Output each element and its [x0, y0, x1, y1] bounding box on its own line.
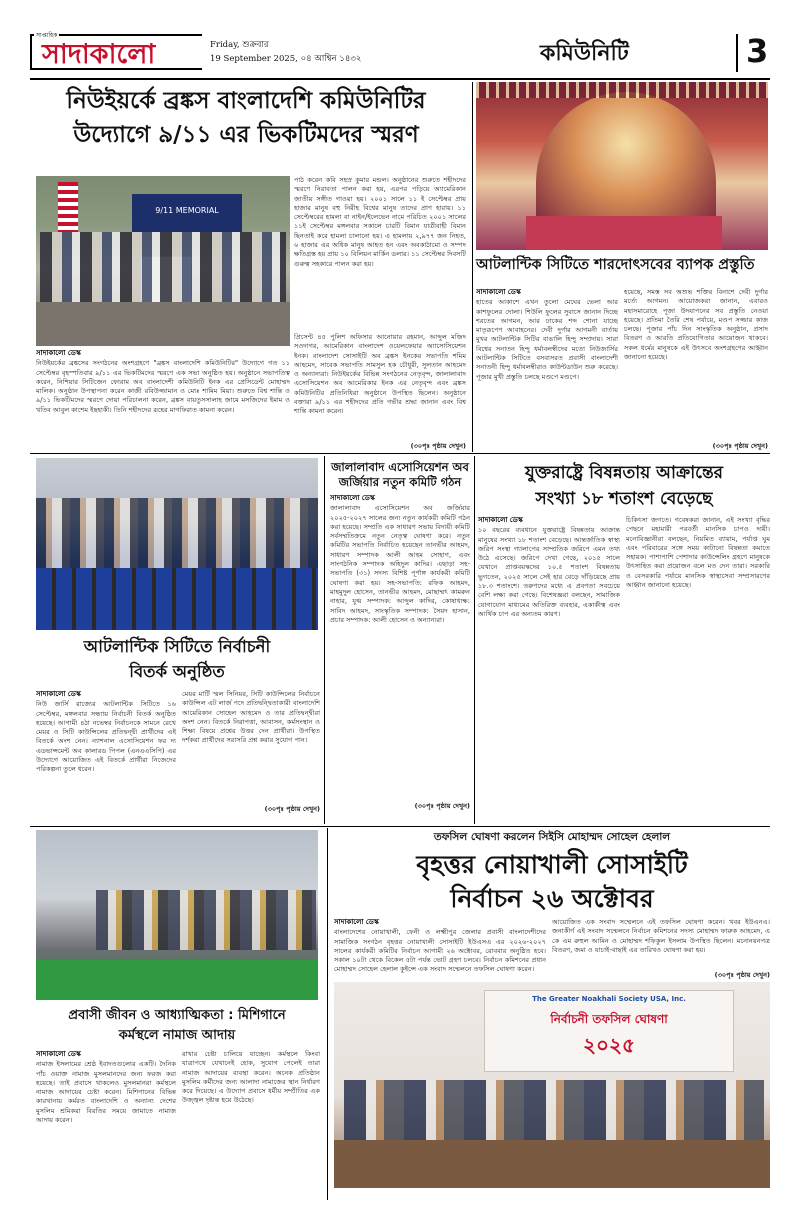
story5-continued[interactable]: (৩০পৃঃ পৃষ্ঠায় দেখুন) [264, 805, 320, 813]
story5-col2 [182, 690, 320, 802]
story5-headline-line2: বিতর্ক অনুষ্ঠিত [129, 662, 225, 681]
story2-body-b: হয়েছে, সমস্ত সব অশুভ শক্তির বিনাশে দেবী দুর্গার মর্ত্যে আগমন। আয়োজকরা জানান, এবারও মহাসমারোহে পূজা উদযাপনের সব প্রস্তুতি নেওয়া হয়েছে। প্রতিমা তৈরি শেষ পর্যায়ে, মণ্ডপ সজ্জার কাজ চলছে। পূজার পাঁচ দিন সাংস্কৃতিক অনুষ্ঠান, প্রসাদ বিতরণ ও আরতি প্রতিযোগিতার আয়োজন থাকবে। সকল ধর্মের মানুষকে এই উৎসবে অংশগ্রহণের আহ্বান জানানো হয়েছে। [624, 288, 768, 362]
photo-banner [132, 194, 242, 232]
story1-body-c: প্রিসেন্ট ৪৫ পুলিশ অফিসার আনোয়ার রহমান, আব্দুল মজিদ সওদাগর, আমেরিকান বাংলাদেশ ওয়েলফেয়ার অ্যাসোসিয়েশন ইনক। বাংলাদেশ সোসাইটি অব ব্রঙ্কস ইনকের সভাপতি শমিম আহমেদ, সাবেক সভাপতি সামসুল হক চৌধুরী, সুলতান আহমেদ ও অন্যান্যরা। নিউইয়র্কের বিভিন্ন সংগঠনের নেতৃবৃন্দ, জালালাবাদ এসোসিয়েশন অব আমেরিকার ইনক এর নেতৃবৃন্দ এবং ব্রঙ্কস কমিউনিটির প্রতিনিধিরা অনুষ্ঠানে উপস্থিত ছিলেন। অনুষ্ঠানে বক্তারা ৯/১১ এর শহীদদের প্রতি গভীর শ্রদ্ধা জানান এবং বিশ্ব শান্তি কামনা করেন। [294, 333, 466, 416]
masthead-rule [30, 78, 770, 80]
story6-headline [334, 848, 770, 916]
prayer-mat [36, 960, 318, 1000]
divider-top [30, 453, 770, 454]
chairs [36, 568, 318, 630]
vrule-3 [474, 456, 475, 824]
event-banner-line1: The Greater Noakhali Society USA, Inc. [532, 995, 686, 1003]
story7-photo[interactable] [36, 830, 318, 1000]
story5-headline [36, 634, 318, 684]
story1-headline-line2: উদ্যোগে ৯/১১ এর ভিকটিমদের স্মরণ [73, 122, 419, 148]
masthead-day: Friday, শুক্রবার [210, 40, 269, 50]
masthead-divider [736, 34, 738, 72]
story1-col1 [36, 349, 290, 451]
story2-continued[interactable]: (৩০পৃঃ পৃষ্ঠায় দেখুন) [712, 442, 768, 450]
people-group [40, 232, 286, 302]
story1-photo[interactable] [36, 176, 290, 346]
story6-kicker: তফসিল ঘোষণা করলেন সিইসি মোহাম্মদ সোহেল হেলাল [433, 831, 671, 843]
story3-photo[interactable] [36, 458, 318, 630]
story4-headline-line2: সংখ্যা ১৮ শতাংশ বেড়েছে [535, 489, 713, 509]
story6-body-a: বাংলাদেশের নোয়াখালী, ফেনী ও লক্ষ্মীপুর জেলার প্রবাসী বাংলাদেশীদের সামাজিক সংগঠন বৃহত্তর নোয়াখালী সোসাইটি ইউএসএ এর ২০২৬-২০২৭ সালের কার্যকরী কমিটির নির্বাচন আগামী ২৬ অক্টোবর, রোববার অনুষ্ঠিত হবে। সকাল ১০টা থেকে বিকেল ৫টা পর্যন্ত ভোট গ্রহণ চলবে। নির্বাচন কমিশনের প্রধান মোহাম্মদ সোহেল হেলাল কুইন্সে এক সংবাদ সম্মেলনে তফসিল ঘোষণা করেন। [334, 928, 546, 974]
story7-body-b: রাখার চেষ্টা চালিয়ে যাচ্ছেন। কর্মস্থলে কিংবা যাত্রাপথে যেখানেই হোক, সুযোগ পেলেই তারা নামাজ আদায়ের ব্যবস্থা করেন। অনেক প্রতিষ্ঠান মুসলিম কর্মীদের জন্য আলাদা নামাজের স্থান নির্ধারণ করে দিয়েছে। এ উদ্যোগ প্রবাসে ধর্মীয় সম্প্রীতির এক উজ্জ্বল দৃষ্টান্ত হয়ে উঠেছে। [182, 1050, 320, 1105]
story1-body-a: নিউইয়র্কের ব্রঙ্কসের সংগঠনের অংশগ্রহণে "ব্রঙ্কস বাংলাদেশি কমিউনিটির" উদ্যোগে গত ১১ সেপ্টেম্বর বৃহস্পতিবার ৯/১১ এর ভিকটিমদের স্মরণে এক সভা অনুষ্ঠিত হয়। অনুষ্ঠানে সভাপতিত্ব করেন, নিশিয়ার সিটিজেন ফোরাম অব বাংলাদেশী কমিউনিটি ইনক এর প্রেসিডেন্ট মোহাম্মদ মালিক। অনুষ্ঠান উপস্থাপনা করেন কাজী রবিউজ্জামান ও মোঃ শামিম মিয়া। শুরুতে বিশ্ব শান্তি ও ৯/১১ ভিকটিমদের স্মরণে দোয়া পরিচালনা করেন, ব্রঙ্কস বায়তুসসালাহ জামে মসজিদের ইমাম ও খতিব আবুল কাশেম ইছহাকী। তিনি শহীদদের রূহের মাগফিরাত কামনা করেন। [36, 359, 290, 414]
story7-headline [36, 1006, 318, 1046]
story1-byline: সাদাকালো ডেস্ক [36, 349, 81, 357]
story6-headline-line2: নির্বাচন ২৬ অক্টোবর [450, 884, 654, 913]
press-table [334, 1140, 770, 1188]
story7-headline-line2: কর্মস্থলে নামাজ আদায় [118, 1028, 236, 1043]
story1-headline [30, 84, 462, 152]
story4-headline [478, 460, 770, 512]
story3-headline-line1: জালালাবাদ এসোসিয়েশন অব [331, 460, 469, 474]
story2-body-a: হাতের আকাশে এখন তুলো মেঘের ভেলা আর কাশফুলের দোলা। শিউলি ফুলের সুবাসে জানান দিচ্ছে শরতের আগমন, আর ঢাকের শব্দ শোনা যাচ্ছে মাতৃরূপেণ আবাহনের। দেবী দুর্গার আগমনী বার্তায় মুখর আটলান্টিক সিটির বাঙালি হিন্দু সম্প্রদায়। সারা বিশ্বের সনাতন হিন্দু ধর্মাবলম্বীদের মতো নিউজার্সির আটলান্টিক সিটিতে বসবাসরত প্রবাসী বাংলাদেশী সনাতনী হিন্দু ধর্মাবলম্বীরাও কাউন্টডাউন শুরু করেছে। পূজার মুখী প্রস্তুতি চলছে মণ্ডপে মণ্ডপে। [476, 298, 618, 381]
story3-continued[interactable]: (৩০পৃঃ পৃষ্ঠায় দেখুন) [414, 802, 470, 810]
story1-col2 [294, 176, 466, 333]
masthead-small-tag: সাপ্তাহিক [36, 32, 58, 39]
story5-headline-line1: আটলান্টিক সিটিতে নির্বাচনী [83, 637, 271, 656]
vrule-2 [324, 456, 325, 824]
idol-arch [536, 92, 716, 222]
story6-col2 [552, 918, 770, 970]
story5-col1 [36, 690, 176, 822]
story4-col2 [626, 516, 770, 818]
altar-table [526, 216, 722, 250]
story2-col1 [476, 288, 618, 450]
story7-headline-line1: প্রবাসী জীবন ও আধ্যাত্মিকতা : মিশিগানে [68, 1008, 286, 1023]
story6-photo[interactable] [334, 982, 770, 1188]
story3-body: জালালাবাদ এসোসিয়েশন অব জর্জিয়ার ২০২৫-২০২৭ সালের জন্য নতুন কার্যকরী কমিটি গঠন করা হয়েছে। সম্প্রতি এক সাধারণ সভায় বিদায়ী কমিটি সর্বসম্মতিক্রমে নতুন নেতৃত্ব ঘোষণা করে। নতুন কমিটির সভাপতি নির্বাচিত হয়েছেন তানভীর আহমদ, সাধারণ সম্পাদক আলী আহম সোহাগ, এবং সাংগঠনিক সম্পাদক অহিদুল কাদির। এছাড়া সহ-সভাপতি (৩১) সদস্য বিশিষ্ট পূর্ণাঙ্গ কার্যকরী কমিটি ঘোষণা করা হয়। সহ-সভাপতি: রফিক আহমদ, মাহমুদুল হোসেন, তানভীর আহমদ, মোছাম্মৎ কামরুন নাহার, যুগ্ম সম্পাদক: আব্দুল কাদির, কোষাধ্যক্ষ: সাবিদ আহমদ, সাংস্কৃতিক সম্পাদক: সৈয়দ হাসান, প্রচার সম্পাদক: আলী হোসেন ও অন্যান্যরা। [330, 504, 470, 624]
divider-mid [30, 826, 770, 827]
story1-continued[interactable]: (৩০পৃঃ পৃষ্ঠায় দেখুন) [410, 442, 466, 450]
event-banner-line2: নির্বাচনী তফসিল ঘোষণা [550, 1012, 668, 1026]
story6-continued[interactable]: (৩০পৃঃ পৃষ্ঠায় দেখুন) [714, 971, 770, 979]
audience [36, 498, 318, 568]
lights [476, 82, 768, 98]
story6-col1 [334, 918, 546, 980]
story6-body-b: আয়োজিত এক সংবাদ সম্মেলনে এই তফসিল ঘোষণা করেন। খবর ইউএনএ। জনাকীর্ণ এই সংবাদ সম্মেলনে নির্বাচন কমিশনের সদস্য মোহাম্মদ ফারুক আহমেদ, এ কে এম রুহুল আমিন ও মোহাম্মদ শফিকুল ইসলাম উপস্থিত ছিলেন। মনোনয়নপত্র বিতরণ, জমা ও যাচাই-বাছাই এর তারিখও ঘোষণা করা হয়। [552, 918, 770, 954]
story3-byline: সাদাকালো ডেস্ক [330, 494, 375, 502]
story7-col2 [182, 1050, 320, 1200]
story7-byline: সাদাকালো ডেস্ক [36, 1050, 81, 1058]
story3-col [330, 494, 470, 798]
flag [58, 182, 78, 232]
story4-byline: সাদাকালো ডেস্ক [478, 516, 523, 524]
story5-body-b: মেয়র মার্টি স্মল সিনিয়র, সিটি কাউন্সিলের নির্বাচনে কাউন্সিল এট লার্জ পদে প্রতিদ্বন্দ্বিতাকারী বাংলাদেশি আমেরিকান সোহেল আহমেদ ও তার প্রতিদ্বন্দ্বীরা অংশ নেন। বিতর্কে নিরাপত্তা, আবাসন, কর্মসংস্থান ও শিক্ষা বিষয়ে প্রশ্নের উত্তর দেন প্রার্থীরা। উপস্থিত দর্শকরা প্রার্থীদের সরাসরি প্রশ্ন করার সুযোগ পান। [182, 690, 320, 745]
event-banner [484, 990, 734, 1072]
story1-col3 [294, 333, 466, 441]
panel-people [344, 1080, 764, 1140]
story2-col2 [624, 288, 768, 440]
story3-headline [330, 460, 470, 490]
event-banner-year: ২০২৫ [583, 1033, 635, 1057]
story5-body-a: নিউ জার্সি রাজ্যের আটলান্টিক সিটিতে ১৬ সেপ্টেম্বর, মঙ্গলবার সন্ধ্যায় নির্বাচনী বিতর্ক অনুষ্ঠিত হয়েছে। আগামী ৪ঠা নভেম্বর নির্বাচনকে সামনে রেখে মেয়র ও সিটি কাউন্সিলের প্রতিদ্বন্দ্বী প্রার্থীদের এই বিতর্কে অংশ নেন। ন্যাশনাল এসোসিয়েশন ফর দ্য এডভান্সমেন্ট অব কালারড পিপল (এনএএসিপি) এর উদ্যোগে আয়োজিত এই বিতর্কে প্রার্থীরা নিজেদের পরিকল্পনা তুলে ধরেন। [36, 700, 176, 774]
story6-byline: সাদাকালো ডেস্ক [334, 918, 379, 926]
story4-body-a: ১০ বছরের ব্যবধানে যুক্তরাষ্ট্রে বিষন্নতায় আক্রান্ত মানুষের সংখ্যা ১৮ শতাংশ বেড়েছে। আন্তর্জাতিক স্বাস্থ্য জরিপ সংস্থা গ্যালাপের সাম্প্রতিক জরিপে এমন তথ্য উঠে এসেছে। জরিপে দেখা গেছে, ২০১৫ সালে যেখানে প্রাপ্তবয়স্কদের ১০.৫ শতাংশ বিষন্নতায় ভুগতেন, ২০২৫ সালে সেই হার বেড়ে দাঁড়িয়েছে প্রায় ১৮.৩ শতাংশে। তরুণদের মধ্যে এ প্রবণতা সবচেয়ে বেশি লক্ষ্য করা গেছে। বিশেষজ্ঞরা বলছেন, সামাজিক যোগাযোগ মাধ্যমের অতিরিক্ত ব্যবহার, একাকীত্ব এবং আর্থিক চাপ এর অন্যতম কারণ। [478, 526, 620, 618]
story2-byline: সাদাকালো ডেস্ক [476, 288, 521, 296]
story4-body-b: চিকিৎসা জগতে। গবেষকরা জানান, এই সংখ্যা বৃদ্ধির পেছনে মহামারী পরবর্তী মানসিক চাপও দায়ী। মনোবিজ্ঞানীরা বলছেন, নিয়মিত ব্যায়াম, পর্যাপ্ত ঘুম এবং পরিবারের সঙ্গে সময় কাটানো বিষন্নতা কমাতে সহায়ক। পাশাপাশি পেশাদার কাউন্সেলিং গ্রহণে মানুষকে উৎসাহিত করা প্রয়োজন বলে মত দেন তারা। সরকারি ও বেসরকারি পর্যায়ে মানসিক স্বাস্থ্যসেবা সম্প্রসারণের আহ্বান জানানো হয়েছে। [626, 516, 770, 590]
story5-byline: সাদাকালো ডেস্ক [36, 690, 81, 698]
masthead-date: 19 September 2025, ০৪ আশ্বিন ১৪৩২ [210, 54, 362, 64]
masthead-logo[interactable]: সাদাকালো [42, 39, 156, 70]
story1-body-b: পাঠ করেন কবি সহস্র কুমার মন্ডল। অনুষ্ঠানের শুরুতে শহীদদের স্মরণে নিরাবতা পালন করা হয়, এরপর পড়িয়ে অ্যামেরিকান জাতীয় সঙ্গীত গাওয়া হয়। ২০০১ সালে ১১ ই সেপ্টেম্বর প্রায় হাজার মানুষ বহু নিরীহ বিশ্বের মানুষ তাদের প্রাণ হারায়। ১১ সেপ্টেম্বরের হামলা বা নাইন/ইলেভেন নামে পরিচিত ২০০১ সালের ১১ই সেপ্টেম্বর মঙ্গলবার সকালে চারটি বিমান যাত্রীবাহী বিমান ছিনতাই করে হামলা চালানো হয়। এ হামলায় ২,৯৭৭ জন নিহত, ৬ হাজার এর অধিক মানুষ আহত হন এবং অবকাঠামো ও সম্পদ ক্ষতিগ্রস্ত হয় প্রায় ১০ বিলিয়ন মার্কিন ডলার। ১১ সেপ্টেম্বর দিবসটি গুরুত্ব সহকারে পালন করা হয়। [294, 176, 466, 268]
vrule-1 [472, 82, 473, 452]
story2-photo[interactable] [476, 82, 768, 250]
story7-col1 [36, 1050, 176, 1200]
story1-headline-line1: নিউইয়র্কে ব্রঙ্কস বাংলাদেশি কমিউনিটির [66, 88, 426, 114]
photo-banner-text: 9/11 MEMORIAL [155, 206, 219, 215]
ground [36, 302, 290, 346]
page-number: 3 [746, 32, 769, 70]
vrule-4 [327, 828, 328, 1200]
worshippers [96, 890, 316, 950]
story4-headline-line1: যুক্তরাষ্ট্রে বিষন্নতায় আক্রান্তের [524, 463, 724, 483]
story7-body-a: নামাজ ইসলামের শ্রেষ্ঠ ইবাদতগুলোর একটি। দৈনিক পাঁচ ওয়াক্ত নামাজ মুসলমানদের জন্য ফরজ করা হয়েছে। তাই প্রবাসে থাকলেও মুসলমানরা কর্মস্থলে নামাজ আদায়ের চেষ্টা করেন। মিশিগানের বিভিন্ন কারখানায় কর্মরত বাংলাদেশি ও অন্যান্য দেশের মুসলিম শ্রমিকরা বিরতির সময়ে জামাতে নামাজ আদায় করেন। [36, 1060, 176, 1125]
story4-col1 [478, 516, 620, 818]
story6-headline-line1: বৃহত্তর নোয়াখালী সোসাইটি [416, 850, 688, 879]
masthead-section: কমিউনিটি [540, 41, 629, 66]
story2-headline: আটলান্টিক সিটিতে শারদোৎসবের ব্যাপক প্রস্তুতি [476, 257, 755, 273]
masthead [30, 30, 770, 76]
story3-headline-line2: জর্জিয়ার নতুন কমিটি গঠন [338, 475, 462, 489]
